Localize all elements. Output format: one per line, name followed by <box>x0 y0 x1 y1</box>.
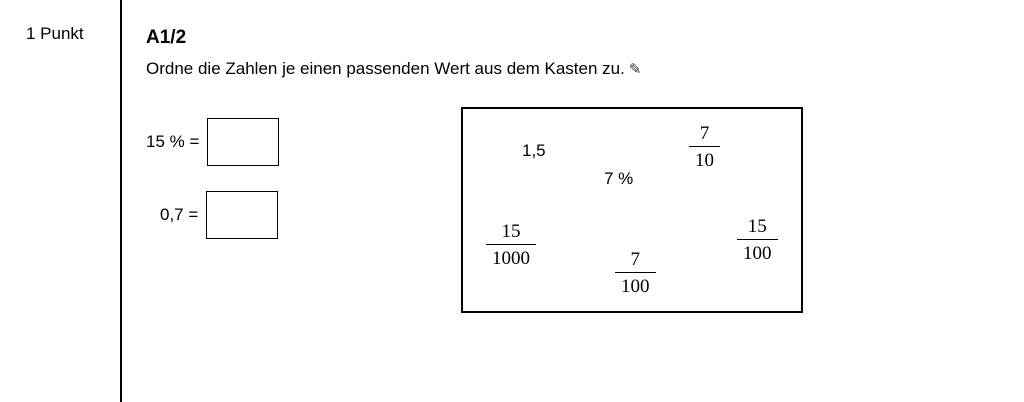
fraction-denominator: 100 <box>621 276 650 298</box>
fraction-numerator: 7 <box>630 249 640 270</box>
task-id: A1/2 <box>146 27 187 48</box>
fraction-numerator: 7 <box>699 123 710 144</box>
pencil-icon: ✎ <box>628 60 642 78</box>
fraction-denominator: 100 <box>743 243 772 265</box>
fraction-denominator: 1000 <box>492 248 530 270</box>
instruction-text: Ordne die Zahlen je einen passenden Wert aus dem Kasten zu. <box>146 59 625 78</box>
fraction-option[interactable] <box>737 217 778 263</box>
margin-divider <box>120 0 122 402</box>
fraction-denominator: 10 <box>695 150 714 172</box>
equation-row <box>160 191 278 239</box>
equation-row <box>146 118 279 166</box>
fraction-numerator: 15 <box>501 221 521 242</box>
fraction-option[interactable] <box>615 250 656 296</box>
points-label: 1 Punkt <box>26 24 84 43</box>
answer-box[interactable] <box>207 118 279 166</box>
answer-box[interactable] <box>206 191 278 239</box>
fraction-numerator: 15 <box>747 216 767 237</box>
value-box <box>461 107 803 313</box>
fraction-option[interactable] <box>689 124 720 170</box>
fraction-option[interactable] <box>486 222 536 268</box>
equation-label: 15 % = <box>146 132 200 151</box>
value-option[interactable]: 1,5 <box>522 141 546 160</box>
value-option[interactable]: 7 % <box>604 169 634 188</box>
task-instruction <box>146 59 641 79</box>
equation-label: 0,7 = <box>160 205 199 224</box>
